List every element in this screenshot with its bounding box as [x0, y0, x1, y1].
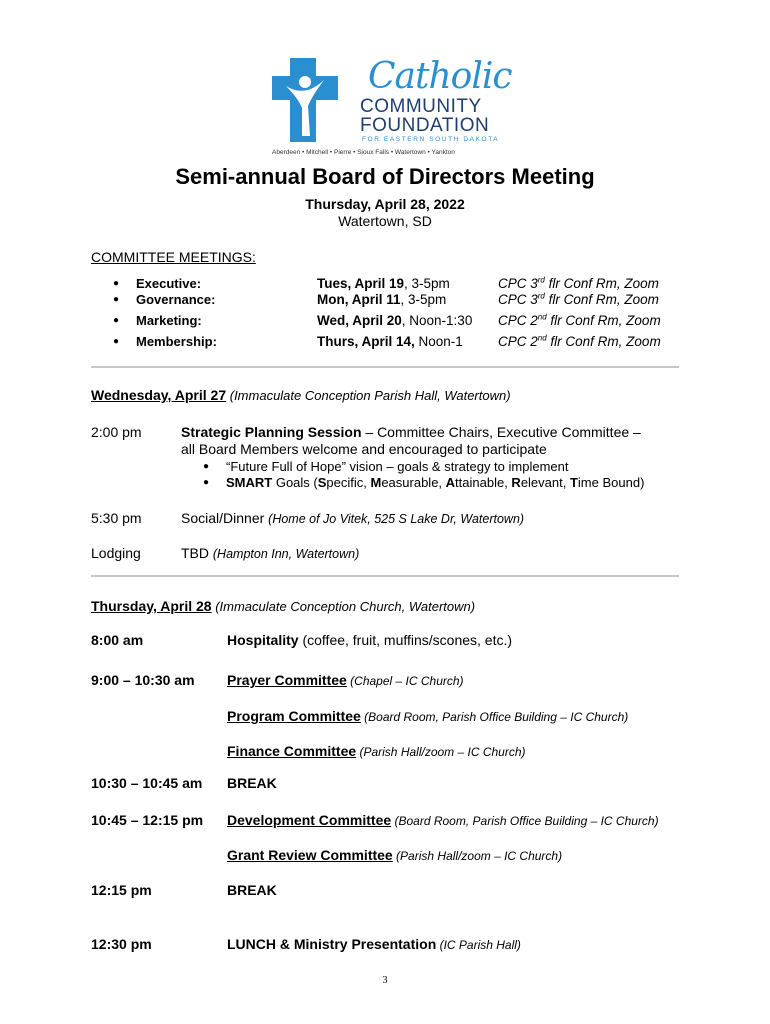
break2-item: BREAK: [227, 882, 277, 898]
development-time: 10:45 – 12:15 pm: [91, 812, 204, 828]
logo-community: COMMUNITY: [360, 96, 482, 117]
committee-name: Executive:: [136, 276, 202, 291]
committee-name: Governance:: [136, 292, 216, 307]
committee-location: CPC 2nd flr Conf Rm, Zoom: [498, 312, 661, 328]
prayer-time: 9:00 – 10:30 am: [91, 672, 195, 688]
strategic-line-1: Strategic Planning Session – Committee Chairs, Executive Committee –: [181, 424, 641, 440]
committee-date: Tues, April 19, 3-5pm: [317, 276, 450, 291]
strategic-time: 2:00 pm: [91, 424, 142, 440]
break2-time: 12:15 pm: [91, 882, 152, 898]
development-committee: Development Committee (Board Room, Parish Office Building – IC Church): [227, 812, 659, 828]
committee-location: CPC 3rd flr Conf Rm, Zoom: [498, 275, 659, 291]
committee-heading-text: COMMITTEE MEETINGS:: [91, 249, 256, 265]
committee-date: Mon, April 11, 3-5pm: [317, 292, 447, 307]
bullet-dot: ●: [113, 294, 120, 305]
meeting-date: Thursday, April 28, 2022: [305, 196, 465, 212]
bullet-dot: ●: [113, 278, 120, 289]
bullet-dot: ●: [203, 477, 210, 488]
logo-region: FOR EASTERN SOUTH DAKOTA: [362, 136, 500, 143]
finance-committee: Finance Committee (Parish Hall/zoom – IC Church): [227, 743, 526, 759]
hospitality-time: 8:00 am: [91, 632, 144, 648]
logo-script-word: Catholic: [368, 56, 512, 97]
bullet-dot: ●: [203, 461, 210, 472]
bullet-dot: ●: [113, 336, 120, 347]
meeting-place: Watertown, SD: [338, 213, 432, 229]
grant-review-committee: Grant Review Committee (Parish Hall/zoom – IC Church): [227, 847, 563, 863]
strategic-bullet-smart: SMART Goals (Specific, Measurable, Attainable, Relevant, Time Bound): [226, 475, 645, 490]
program-committee: Program Committee (Board Room, Parish Office Building – IC Church): [227, 708, 629, 724]
thursday-heading: Thursday, April 28 (Immaculate Conception Church, Watertown): [91, 598, 476, 614]
break1-item: BREAK: [227, 775, 277, 791]
page-number: 3: [382, 975, 388, 986]
lunch-item: LUNCH & Ministry Presentation (IC Parish Hall): [227, 936, 521, 952]
committee-location: CPC 2nd flr Conf Rm, Zoom: [498, 333, 661, 349]
logo-cities: Aberdeen • Mitchell • Pierre • Sioux Falls • Watertown • Yankton: [272, 149, 455, 156]
committee-date: Wed, April 20, Noon-1:30: [317, 313, 473, 328]
lodging-label: Lodging: [91, 545, 141, 561]
divider: [91, 366, 679, 368]
committee-heading: [91, 249, 256, 265]
social-item: Social/Dinner (Home of Jo Vitek, 525 S Lake Dr, Watertown): [181, 510, 525, 526]
divider: [91, 575, 679, 577]
strategic-bullet-vision: “Future Full of Hope” vision – goals & strategy to implement: [226, 459, 569, 474]
lunch-time: 12:30 pm: [91, 936, 152, 952]
committee-date: Thurs, April 14, Noon-1: [317, 334, 463, 349]
break1-time: 10:30 – 10:45 am: [91, 775, 203, 791]
social-time: 5:30 pm: [91, 510, 142, 526]
strategic-line-2: all Board Members welcome and encouraged to participate: [181, 441, 547, 457]
committee-location: CPC 3rd flr Conf Rm, Zoom: [498, 291, 659, 307]
bullet-dot: ●: [113, 315, 120, 326]
cross-figure-icon: [272, 58, 338, 142]
prayer-committee: Prayer Committee (Chapel – IC Church): [227, 672, 464, 688]
wednesday-heading: Wednesday, April 27 (Immaculate Conception Parish Hall, Watertown): [91, 387, 511, 403]
page-title: Semi-annual Board of Directors Meeting: [175, 164, 595, 189]
committee-name: Membership:: [136, 334, 217, 349]
committee-name: Marketing:: [136, 313, 202, 328]
foundation-logo: [270, 56, 512, 160]
hospitality-item: Hospitality (coffee, fruit, muffins/scones, etc.): [227, 632, 513, 648]
lodging-item: TBD (Hampton Inn, Watertown): [181, 545, 360, 561]
logo-foundation: FOUNDATION: [360, 115, 490, 136]
